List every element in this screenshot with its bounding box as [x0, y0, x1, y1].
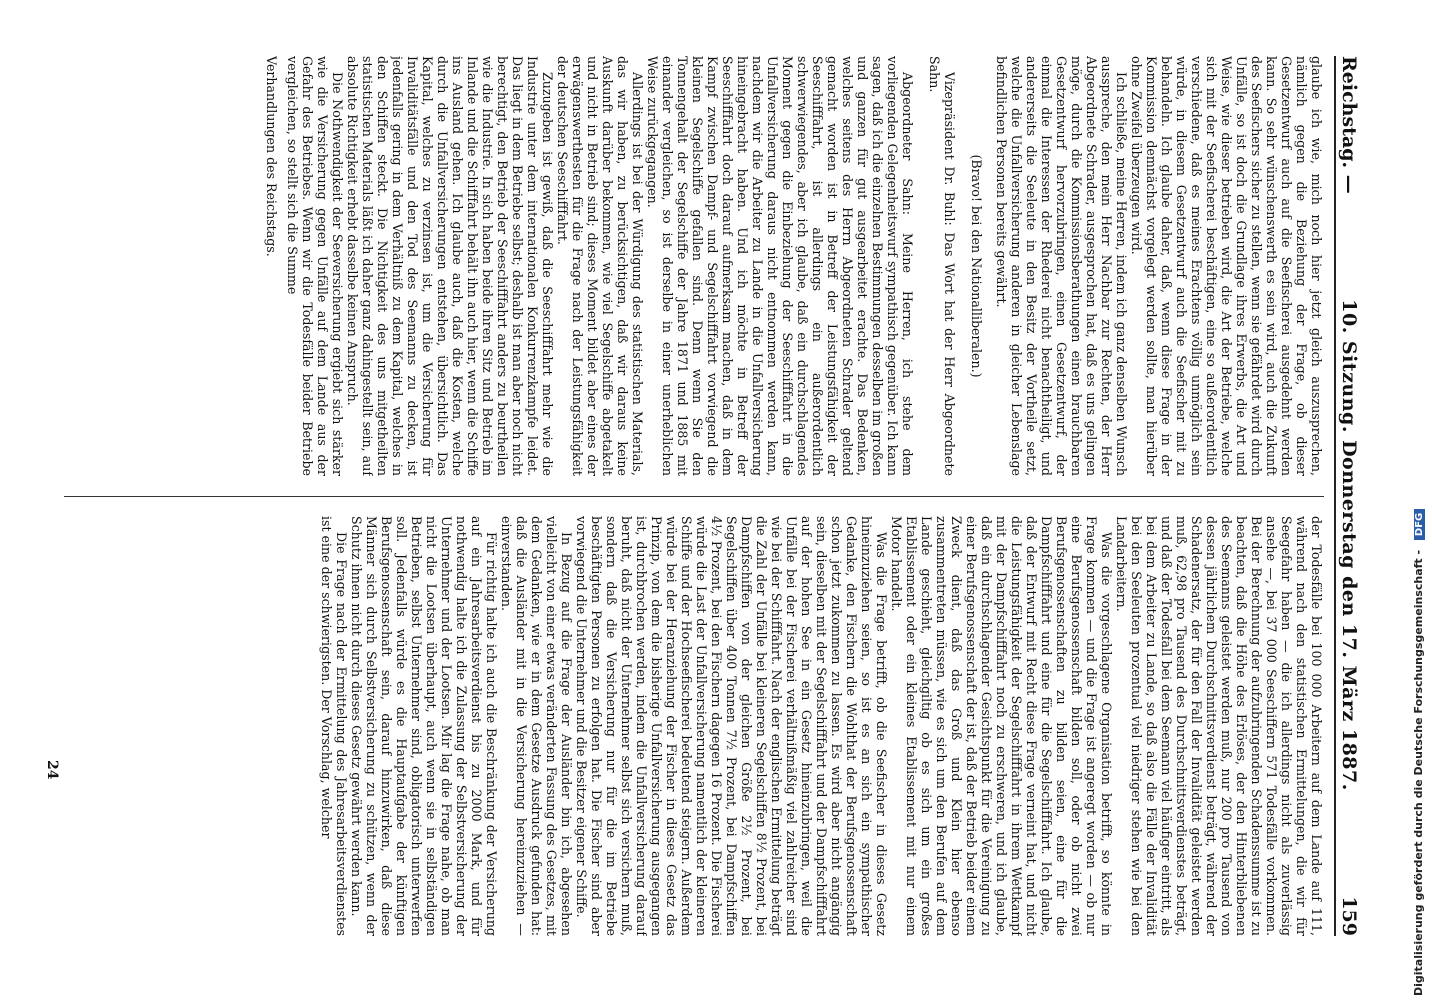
speaker-intro: Vizepräsident Dr. Buhl: Das Wort hat der Herr Abgeordnete Sahn.	[927, 56, 957, 476]
digitization-credit	[1412, 0, 1425, 996]
paragraph: Die Frage nach der Ermittelung des Jahresarbeitsverdienstes ist eine der schwierigsten. Der Vorschlag, welcher	[319, 516, 349, 936]
catchword: Verhandlungen des Reichstags.	[264, 56, 279, 257]
running-header	[1338, 56, 1374, 936]
paragraph: Für richtig halte ich auch die Beschränkung der Versicherung auf ein Jahresarbeitsverdienst bis zu 2000 Mark, und für nothwendig halte ich die Zulassung der Selbstversicherung der Unternehmer und der Lootsen. Mir lag die Frage nahe, ob man nicht die Lootsen überhaupt, auch wenn sie in selbständigen Betrieben, selbst Unternehmer sind, obligatorisch unterwerfen soll. Jedenfalls würde es die Hauptaufgabe der künftigen Berufsgenossenschaft sein, darauf hinzuwirken, daß diese Männer sich durch Selbstversicherung zu schützen, wenn der Schutz ihnen nicht durch dieses Gesetz gewährt werden kann.	[349, 516, 499, 936]
dfg-logo: DFG	[1414, 509, 1425, 540]
signature-mark: 24	[44, 760, 60, 780]
credit-text: Digitalisierung gefördert durch die Deutsche Forschungsgemeinschaft -	[1412, 549, 1425, 996]
paragraph: Zuzugeben ist gewiß, daß die Seeschifffahrt mehr wie die Industrie unter dem internationalen Konkurrenzkampfe leidet. Das liegt in dem Betriebe selbst; deshalb ist man aber noch nicht berechtigt, den Betrieb der Seeschifffahrt anders zu beurtheilen wie die Industrie. In sich haben beide ihren Sitz und Betrieb im Inlande und die Schifffahrt behält ihn auch hier, wenn die Schiffe ins Ausland gehen. Ich glaube auch, daß die Kosten, welche durch die Unfallversicherungen entstehen, übersichtlich. Das Kapital, welches zu verzinsen ist, um die Versicherung für Invaliditätsfälle und den Tod des Seemanns zu decken, ist jedenfalls gering in dem Verhältniß zu dem Kapital, welches in den Schiffen steckt. Die Nichtigkeit des uns mitgetheilten statistischen Materials läßt ich daher ganz dahingestellt sein, auf absolute Richtigkeit erhebt dasselbe keinen Anspruch.	[345, 56, 555, 476]
page-number: 159	[1338, 896, 1360, 936]
paragraph: Was die vorgeschlagene Organisation betrifft, so könnte in Frage kommen — und die Frage ist angeregt worden — ob nur eine Berufsgenossenschaft bilden soll, oder ob nicht zwei Berufsgenossenschaften zu bilden seien, eine für die Dampfschifffahrt und eine für die Segelschifffahrt. Ich glaube, daß der Entwurf mit Recht diese Frage verneint hat, und nicht die Leistungsfähigkeit der Segelschifffahrt in ihrem Wettkampf mit der Dampfschifffahrt noch zu erschweren, und ich glaube, daß ein durchschlagender Gesichtspunkt für die Vereinigung zu einer Berufsgenossenschaft der ist, daß der Betrieb beider einem Zweck dient, daß das Groß und Klein hier ebenso zusammentreten müssen, wie es sich um den Berufen auf dem Lande geschieht, gleichgiltig ob es sich um ein großes Etablissement oder ein kleines Etablissement mit nur einem Motor handelt.	[889, 516, 1114, 936]
paragraph: In Bezug auf die Frage der Ausländer bin ich, abgesehen vielleicht von einer etwas veränderten Fassung des Gesetzes, mit dem Gedanken, wie er in dem Gesetze Ausdruck gefunden hat: daß die Ausländer mit in die Versicherung hereinzuziehen — einverstanden.	[499, 516, 574, 936]
paragraph: Abgeordneter Sahn: Meine Herren, ich stehe dem vorliegenden Gelegenheitswurf sympathisch gegenüber. Ich kann sagen, daß ich die einzelnen Bestimmungen desselben im großen und ganzen für gut ausgearbeitet erachte. Das Bedenken, welches seitens des Herrn Abgeordneten Schrader geltend gemacht worden ist in Betreff der Leistungsfähigkeit der Seeschifffahrt, ist allerdings ein außerordentlich schwerwiegendes, aber ich glaube, daß ein durchschlagendes Moment gegen die Einbeziehung der Seeschifffahrt in die Unfallversicherung daraus nicht entnommen werden kann, nachdem wir die Arbeiter zu Lande in die Unfallversicherung hineingebracht haben. Und ich möchte in Betreff der Seeschifffahrt doch darauf aufmerksam machen, daß in dem Kampf zwischen Dampf- und Segelschifffahrt vorwiegend die kleinen Segelschiffe gefallen sind. Denn wenn Sie den Tonnengehalt der Segelschiffe der Jahre 1871 und 1885 mit einander vergleichen, so ist derselbe in einer unerheblichen Weise zurückgegangen.	[645, 56, 915, 476]
applause-note: (Bravo! bei den Nationalliberalen.)	[969, 154, 984, 378]
column-divider	[64, 496, 1324, 497]
header-rule	[1334, 56, 1336, 936]
paragraph: glaube ich wie, mich noch hier jetzt gleich auszusprechen, nämlich gegen die Beziehung der Frage, ob dieser Gesetzentwurf auch auf die Seefischerei ausgedehnt werden kann. So sehr wünschenswerth es sein wird, auch die Zukunft des Seefischers sicher zu stellen, wenn sie gefährdet wird durch Unfälle, so ist doch die Grundlage ihres Erwerbs, die Art und Weise, wie dieser betrieben wird, die Art der Betriebe, welche sich mit der Seefischerei beschäftigen, eine so außerordentlich verschiedene, daß es meines Erachtens völlig unmöglich sein würde, in diesem Gesetzentwurf auch die Seefischer mit zu behandeln. Ich glaube daher, daß, wenn diese Frage in der Kommission demnächst vorgelegt werden sollte, man hierüber ohne Zweifel überzeugen wird.	[1129, 56, 1324, 476]
header-center: 10. Sitzung. Donnerstag den 17. März 1887.	[1338, 299, 1360, 791]
paragraph: der Todesfälle bei 100 000 Arbeitern auf dem Lande auf 111, während nach den statistischen Ermittelungen, die wir für Seegefahr haben — die ich allerdings nicht als zuverlässig ansehe —, bei 37 000 Seeschiffern 571 Todesfälle vorkommen. Bei der Berechnung der aufzubringenden Schadenssumme ist zu beachten, daß die Höhe des Erlöses, der den Hinterbliebenen des Seemanns geleistet werden muß, nur 200 pro Tausend von dessen jährlichem Durchschnittsverdienst beträgt, während der Schadenersatz, der für den Fall der Invalidität geleistet werden muß, 62,98 pro Tausend des Durchschnittsverdienstes beträgt, und daß der Todesfall bei dem Seemann viel häufiger eintritt, als bei dem Arbeiter zu Lande, so daß also die Fälle der Invalidität bei den Seeleuten prozentual viel niedriger stehen wie bei den Landarbeitern.	[1114, 516, 1324, 936]
header-left: Reichstag. —	[1338, 56, 1360, 194]
text-column-left	[64, 56, 1324, 476]
paragraph: Ich schließe, meine Herren, indem ich ganz denselben Wunsch ausspreche, den mein Herr Nachbar zur Rechten, der Herr Abgeordnete Schrader, ausgesprochen hat, daß es uns gelingen möge, durch die Kommissionsberathungen einen brauchbaren Gesetzentwurf hervorzubringen, einen Gesetzentwurf, der einmal die Interessen der Rhederei nicht benachtheiligt, und andererseits die Seeleute in den Besitz der Vortheile setzt, welche die Unfallversicherung anderen in gleicher Lebenslage befindlichen Personen bereits gewährt.	[994, 56, 1129, 476]
paragraph: Die Nothwendigkeit der Seeversicherung ergiebt sich stärker wie die Versicherung gegen Unfälle auf dem Lande aus der Gefahr des Betriebes. Wenn wir die Todesfälle beider Betriebe vergleichen, so stellt sich die Summe	[285, 56, 345, 476]
text-column-right	[64, 516, 1324, 936]
paragraph: Was die Frage betrifft, ob die Seefischer in dieses Gesetz hineinzuziehen seien, so ist es an sich ein sympathischer Gedanke, den Fischern die Wohlthat der Berufsgenossenschaft schon jetzt zukommen zu lassen. Es wird aber nicht angängig sein, dieselben mit der Segelschifffahrt und der Dampfschifffahrt auf der hohen See in ein Gesetz hineinzubringen, weil die Unfälle bei der Fischerei verhältnißmäßig viel zahlreicher sind wie bei der Schifffahrt. Nach der englischen Ermittelung beträgt die Zahl der Unfälle bei kleineren Segelschiffen 8½ Prozent, bei Dampfschiffen von der gleichen Größe 2½ Prozent, bei Segelschiffen über 400 Tonnen 7½ Prozent, bei Dampfschiffen 4½ Prozent, bei den Fischern dagegen 16 Prozent. Die Fischerei würde die Last der Unfallversicherung namentlich der kleineren Schiffe und der Hochseefischerei bedeutend steigern. Außerdem würde bei der Heranziehung der Fischer in dieses Gesetz das Prinzip, von dem die bisherige Unfallversicherung ausgegangen ist, durchbrochen werden, indem die Unfallversicherung darauf beruht, daß nicht der Unternehmer selbst sich versichern muß, sondern daß die Versicherung nur für die im Betriebe beschäftigten Personen zu erfolgen hat. Die Fischer sind aber vorwiegend die Unternehmer und die Besitzer eigener Schiffe.	[574, 516, 889, 936]
paragraph: Allerdings ist bei der Würdigung des statistischen Materials, das wir haben, zu berücksichtigen, daß wir daraus keine Auskunft darüber bekommen, wie viel Segelschiffe abgetakelt und nicht in Betrieb sind; dieses Moment bildet aber eines der erwägenswerthesten für die Frage nach der Leistungsfähigkeit der deutschen Seeschifffahrt.	[555, 56, 645, 476]
